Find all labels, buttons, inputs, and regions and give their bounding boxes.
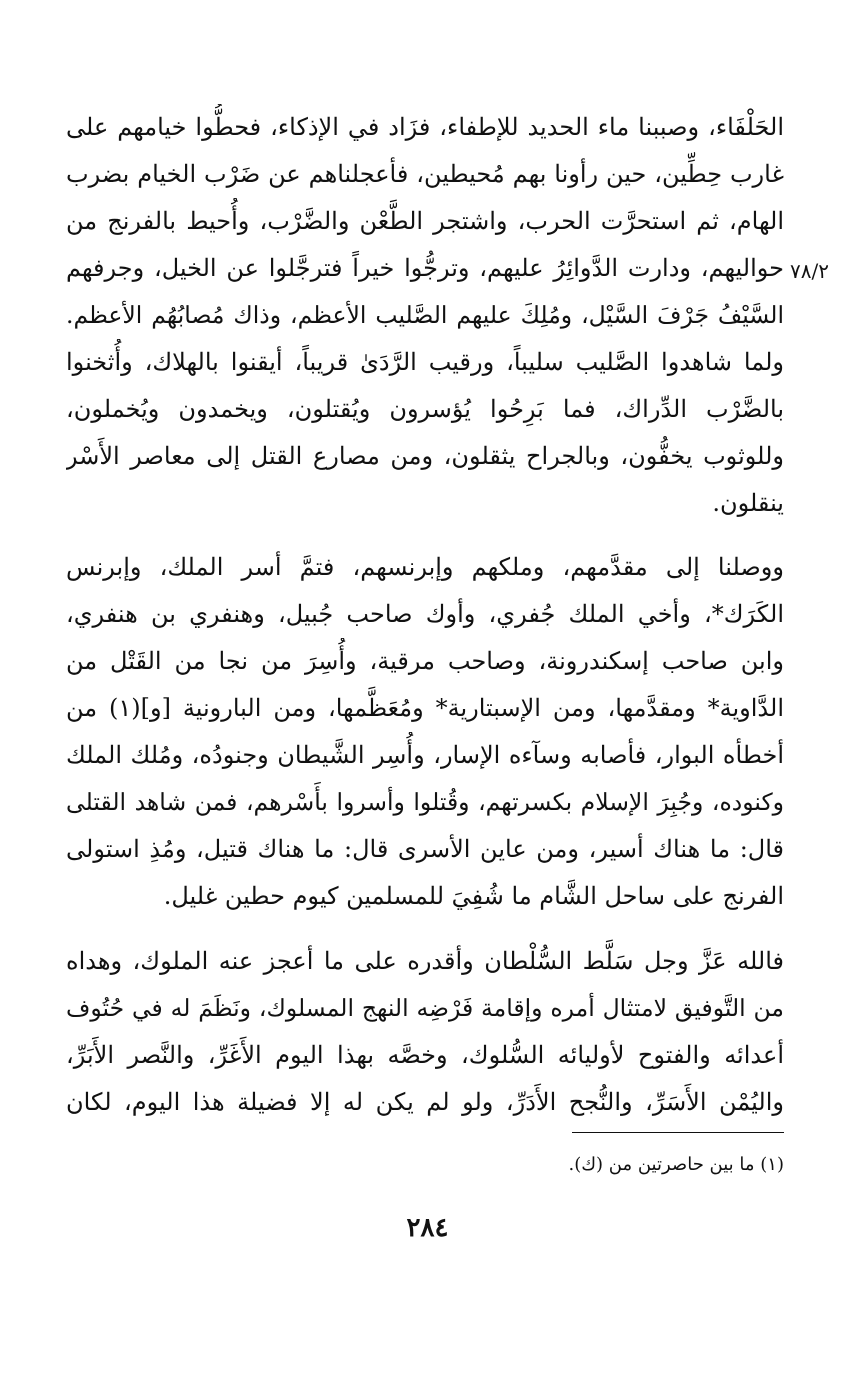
text-line: من التَّوفيق لامتثال أمره وإقامة فَرْضِه النهج المسلوك، ونَظَمَ له في حُتُوف xyxy=(66,994,784,1022)
text-line: الحَلْفَاء، وصببنا ماء الحديد للإطفاء، فزَاد في الإذكاء، فحطُّوا خيامهم على xyxy=(66,113,784,141)
text-line: غارب حِطِّين، حين رأونا بهم مُحيطين، فأعجلناهم عن ضَرْب الخيام بضرب xyxy=(66,160,784,188)
text-line: الدَّاوية* ومقدَّمها، ومن الإسبتارية* ومُعَظَّمها، ومن البارونية [و](١) من xyxy=(66,694,784,722)
footnote: (١) ما بين حاصرتين من (ك). xyxy=(568,1154,784,1175)
text-line: الهام، ثم استحرَّت الحرب، واشتجر الطَّعْن والضَّرْب، وأُحيط بالفرنج من xyxy=(66,207,784,235)
margin-reference: ٧٨/٢ xyxy=(790,259,829,283)
paragraph-1 xyxy=(66,104,784,527)
text-line: ينقلون. xyxy=(712,489,784,517)
text-line: ولما شاهدوا الصَّليب سليباً، ورقيب الرَّدَىٰ قريباً، أيقنوا بالهلاك، وأُثخنوا xyxy=(66,348,784,376)
text-line: وللوثوب يخفُّون، وبالجراح يثقلون، ومن مصارع القتل إلى معاصر الأَسْر xyxy=(66,442,784,470)
text-line: حواليهم، ودارت الدَّوائِرُ عليهم، وترجُّوا خيراً فترجَّلوا عن الخيل، وجرفهم xyxy=(66,254,784,282)
text-line: قال: ما هناك أسير، ومن عاين الأسرى قال: ما هناك قتيل، ومُذِ استولى xyxy=(66,835,784,863)
text-line: الكَرَك*، وأخي الملك جُفري، وأوك صاحب جُبيل، وهنفري بن هنفري، xyxy=(66,600,784,628)
text-line: فالله عَزَّ وجل سَلَّط السُّلْطان وأقدره على ما أعجز عنه الملوك، وهداه xyxy=(66,947,784,975)
text-line: ووصلنا إلى مقدَّمهم، وملكهم وإبرنسهم، فتمَّ أسر الملك، وإبرنس xyxy=(66,553,784,581)
text-line: واليُمْن الأَسَرِّ، والنُّجح الأَدَرِّ، ولو لم يكن له إلا فضيلة هذا اليوم، لكان xyxy=(66,1088,784,1116)
text-line: السَّيْفُ جَرْفَ السَّيْل، ومُلِكَ عليهم الصَّليب الأعظم، وذاك مُصابُهُم الأعظم. xyxy=(66,301,784,329)
page-number: ٢٨٤ xyxy=(406,1213,449,1243)
text-line: أعدائه والفتوح لأوليائه السُّلوك، وخصَّه بهذا اليوم الأَغَرِّ، والنَّصر الأَبَرِّ، xyxy=(66,1041,784,1069)
footnote-divider xyxy=(572,1132,784,1133)
text-line: أخطأه البوار، فأصابه وسآءه الإسار، وأُسِر الشَّيطان وجنودُه، ومُلك الملك xyxy=(66,741,784,769)
paragraph-2 xyxy=(66,544,784,920)
paragraph-3 xyxy=(66,938,784,1126)
text-line: وابن صاحب إسكندرونة، وصاحب مرقية، وأُسِرَ من نجا من القَتْل من xyxy=(66,647,784,675)
text-line: وكنوده، وجُبِرَ الإسلام بكسرتهم، وقُتلوا وأسروا بأَسْرهم، فمن شاهد القتلى xyxy=(66,788,784,816)
text-line: بالضَّرْب الدِّراك، فما بَرِحُوا يُؤسرون ويُقتلون، ويخمدون ويُخملون، xyxy=(66,395,784,423)
text-line: الفرنج على ساحل الشَّام ما شُفِيَ للمسلمين كيوم حطين غليل. xyxy=(163,882,784,910)
